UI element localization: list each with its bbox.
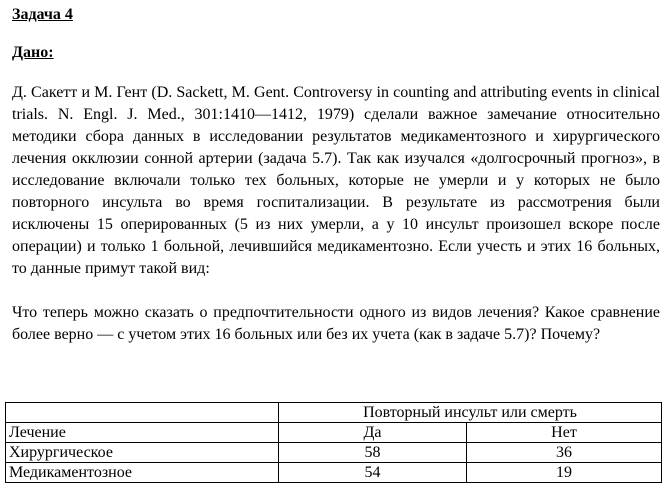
table-subheader-row: [6, 423, 662, 443]
cell-medical-no: 19: [467, 463, 662, 483]
cell-surgical-yes: 58: [279, 443, 467, 463]
given-label: Дано:: [12, 44, 54, 61]
table-corner-cell: [6, 403, 279, 423]
column-header-no: Нет: [467, 423, 662, 443]
row-header-cell: Лечение: [6, 423, 279, 443]
question-paragraph: Что теперь можно сказать о предпочтительности одного из видов лечения? Какое сравнение более верно — с учетом этих 16 больных или без их учета (как в задаче 5.7)? Почему?: [12, 304, 660, 343]
table-row: [6, 463, 662, 483]
cell-medical-yes: 54: [279, 463, 467, 483]
document-page: [12, 4, 660, 346]
data-table: [5, 402, 662, 483]
row-label-medical: Медикаментозное: [6, 463, 279, 483]
table-row: [6, 443, 662, 463]
problem-paragraph: Д. Сакетт и М. Гент (D. Sackett, M. Gent. Controversy in counting and attributing events in clinical trials. N. Engl. J. Med., 301:1410—1412, 1979) сделали важное замечание относительно методики сбора данных в исследовании результатов медикаментозного и хирургического лечения окклюзии сонной артерии (задача 5.7). Так как изучался «долгосрочный прогноз», в исследование включали только тех больных, которые не умерли и у которых не было повторного инсульта во время госпитализации. В результате из рассмотрения были исключены 15 оперированных (5 из них умерли, а у 10 инсульт произошел вскоре после операции) и только 1 больной, лечившийся медикаментозно. Если учесть и этих 16 больных, то данные примут такой вид:: [12, 84, 660, 277]
table-header-row: [6, 403, 662, 423]
row-label-surgical: Хирургическое: [6, 443, 279, 463]
task-title: Задача 4: [12, 6, 73, 23]
cell-surgical-no: 36: [467, 443, 662, 463]
group-header-cell: Повторный инсульт или смерть: [279, 403, 662, 423]
column-header-yes: Да: [279, 423, 467, 443]
